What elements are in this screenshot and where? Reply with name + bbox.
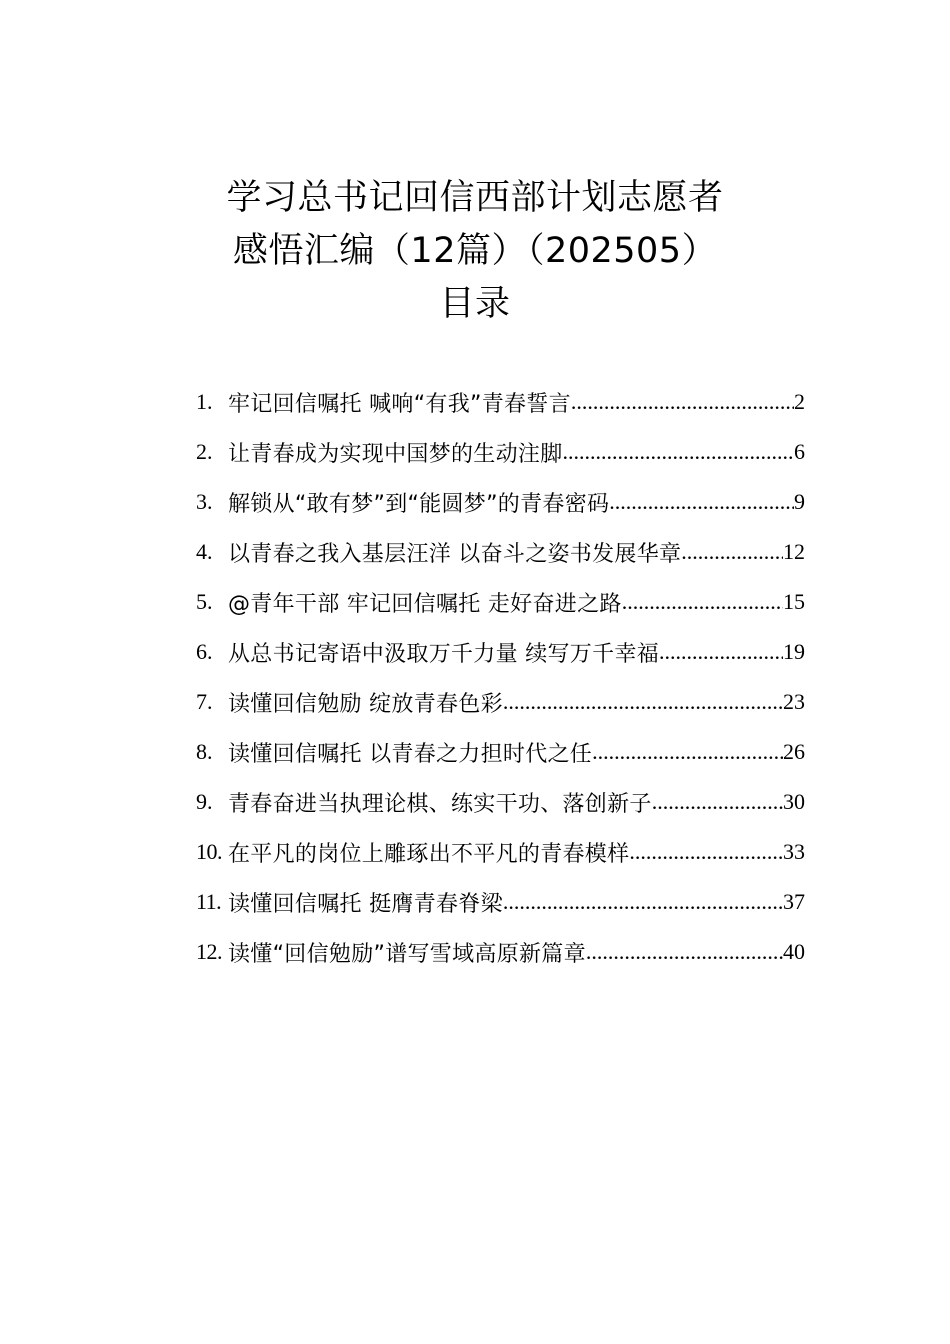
toc-item-number: 8. xyxy=(196,739,213,764)
title-line-1: 学习总书记回信西部计划志愿者 xyxy=(226,178,724,218)
toc-item[interactable] xyxy=(196,527,805,577)
toc-item-page: 15 xyxy=(783,589,805,614)
toc-item-number: 6. xyxy=(196,639,213,664)
toc-item-title: 读懂回信嘱托 挺膺青春脊梁 xyxy=(228,891,503,917)
toc-item-number: 4. xyxy=(196,539,213,564)
toc-dot-leader xyxy=(503,889,783,915)
toc-item-page: 19 xyxy=(783,639,805,664)
toc-dot-leader xyxy=(659,639,783,665)
toc-item-page: 37 xyxy=(783,889,805,914)
toc-item-title: 在平凡的岗位上雕琢出不平凡的青春模样 xyxy=(228,841,630,867)
toc-item[interactable] xyxy=(196,477,805,527)
toc-item[interactable] xyxy=(196,927,805,977)
toc-item-number: 5. xyxy=(196,589,213,614)
toc-dot-leader xyxy=(629,839,783,865)
toc-dot-leader xyxy=(586,939,783,965)
toc-item[interactable] xyxy=(196,777,805,827)
toc-item-page: 6 xyxy=(794,439,805,464)
toc-item-title: 青春奋进当执理论棋、练实干功、落创新子 xyxy=(228,791,652,817)
toc-item-page: 23 xyxy=(783,689,805,714)
toc-item-page: 40 xyxy=(783,939,805,964)
toc-item-page: 26 xyxy=(783,739,805,764)
toc-item-number: 9. xyxy=(196,789,213,814)
toc-heading: 目录 xyxy=(439,284,511,324)
document-title xyxy=(0,172,950,331)
toc-item-number: 10. xyxy=(196,839,222,864)
toc-item-number: 2. xyxy=(196,439,213,464)
toc-item-page: 12 xyxy=(783,539,805,564)
toc-item[interactable] xyxy=(196,727,805,777)
toc-item-page: 30 xyxy=(783,789,805,814)
title-line-2: 感悟汇编（12篇）（202505） xyxy=(232,231,718,271)
toc-dot-leader xyxy=(652,789,783,815)
toc-item[interactable] xyxy=(196,877,805,927)
toc-item-number: 12. xyxy=(196,939,222,964)
toc-item-title: 以青春之我入基层汪洋 以奋斗之姿书发展华章 xyxy=(228,541,682,567)
toc-dot-leader xyxy=(571,389,794,415)
toc-item-number: 7. xyxy=(196,689,213,714)
toc-item-page: 2 xyxy=(794,389,805,414)
toc-item[interactable] xyxy=(196,827,805,877)
toc-item-title: 解锁从“敢有梦”到“能圆梦”的青春密码 xyxy=(228,491,610,517)
toc-dot-leader xyxy=(563,439,794,465)
toc-item-title: 读懂回信嘱托 以青春之力担时代之任 xyxy=(228,741,593,767)
toc-dot-leader xyxy=(592,739,783,765)
table-of-contents xyxy=(196,377,805,977)
toc-item-page: 9 xyxy=(794,489,805,514)
toc-dot-leader xyxy=(503,689,783,715)
toc-item-title: 让青春成为实现中国梦的生动注脚 xyxy=(228,441,563,467)
toc-dot-leader xyxy=(622,589,783,615)
toc-dot-leader xyxy=(609,489,794,515)
toc-item-number: 11. xyxy=(196,889,222,914)
toc-item[interactable] xyxy=(196,377,805,427)
toc-item-number: 1. xyxy=(196,389,213,414)
toc-item-title: @青年干部 牢记回信嘱托 走好奋进之路 xyxy=(228,591,622,617)
toc-item-title: 读懂“回信勉励”谱写雪域高原新篇章 xyxy=(228,941,586,967)
toc-item[interactable] xyxy=(196,677,805,727)
toc-dot-leader xyxy=(681,539,783,565)
toc-item-number: 3. xyxy=(196,489,213,514)
toc-item-page: 33 xyxy=(783,839,805,864)
toc-item[interactable] xyxy=(196,627,805,677)
toc-item[interactable] xyxy=(196,577,805,627)
toc-item-title: 牢记回信嘱托 喊响“有我”青春誓言 xyxy=(228,391,571,417)
toc-item[interactable] xyxy=(196,427,805,477)
toc-item-title: 读懂回信勉励 绽放青春色彩 xyxy=(228,691,503,717)
toc-item-title: 从总书记寄语中汲取万千力量 续写万千幸福 xyxy=(228,641,659,667)
